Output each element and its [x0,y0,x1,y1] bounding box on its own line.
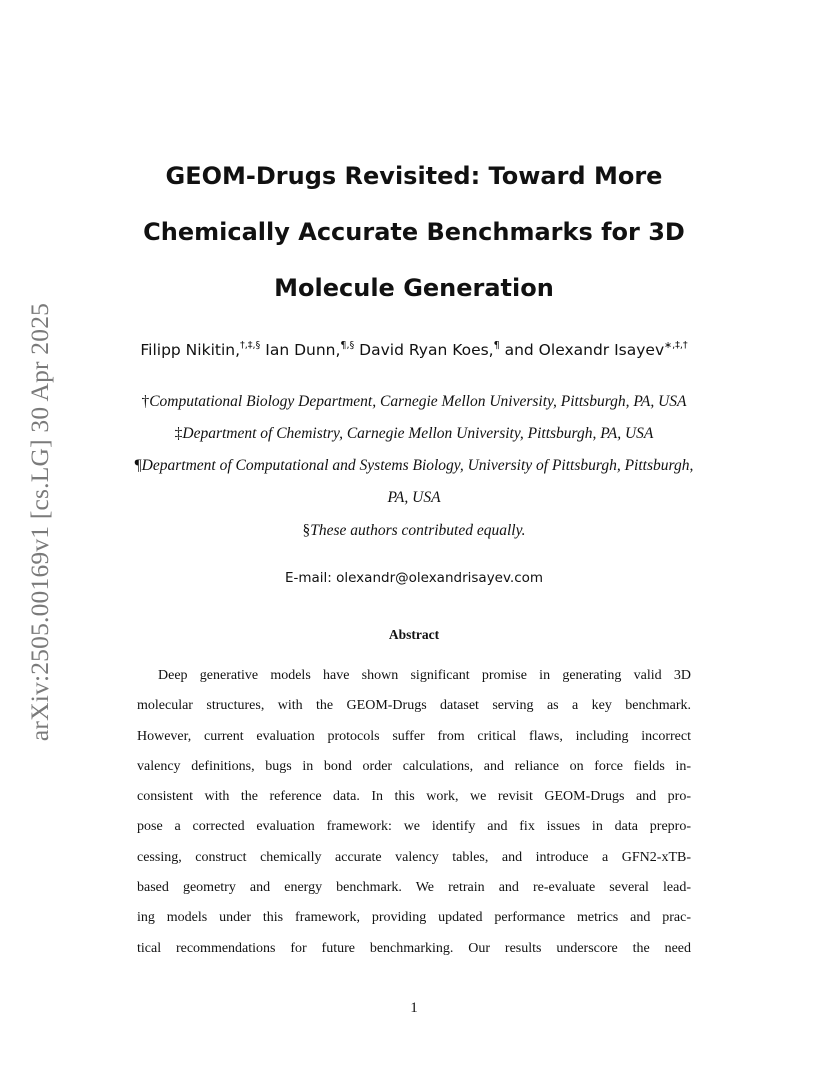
author-list [60,341,768,359]
affiliation-continued [60,489,768,507]
author-name: Filipp Nikitin, [140,341,241,359]
abstract-line: Deep generative models have shown significant promise in generating valid 3D [158,668,691,683]
abstract-line: based geometry and energy benchmark. We retrain and re-evaluate several lead- [137,880,691,896]
affiliation [60,393,768,411]
author-affiliation-marks: ∗,‡,† [664,340,688,351]
abstract-body [137,661,691,964]
affiliation-mark: ¶ [134,457,142,474]
author-affiliation-marks: ¶,§ [340,340,355,351]
abstract-heading: Abstract [388,627,440,642]
equal-contribution-note [60,522,768,540]
abstract-line: molecular structures, with the GEOM-Drugs dataset serving as a key benchmark. [137,698,691,714]
affiliation-text: Department of Computational and Systems Biology, University of Pittsburgh, Pittsburgh, [141,457,694,474]
title-line: GEOM-Drugs Revisited: Toward More [165,162,663,190]
author-affiliation-marks: †,‡,§ [240,340,261,351]
affiliation-mark: † [141,393,150,410]
author-name: Ian Dunn, [265,341,341,359]
abstract-line: However, current evaluation protocols suffer from critical flaws, including incorrect [137,728,691,744]
author-name: David Ryan Koes, [359,341,494,359]
affiliation-text: Department of Chemistry, Carnegie Mellon University, Pittsburgh, PA, USA [182,425,654,442]
title-line: Molecule Generation [274,274,554,302]
title-line: Chemically Accurate Benchmarks for 3D [143,218,685,246]
arxiv-identifier-stamp: arXiv:2505.00169v1 [cs.LG] 30 Apr 2025 [25,302,54,742]
affiliation-mark: ‡ [174,425,183,442]
paper-title [100,148,728,316]
affiliation-text: Computational Biology Department, Carnegie Mellon University, Pittsburgh, PA, USA [149,393,687,410]
abstract-line: ing models under this framework, providing updated performance metrics and prac- [137,910,691,926]
abstract-line: valency definitions, bugs in bond order calculations, and reliance on force fields in- [137,758,691,774]
affiliation-text: These authors contributed equally. [310,522,526,539]
author-name: and Olexandr Isayev [504,341,665,359]
abstract-line: tical recommendations for future benchmarking. Our results underscore the need [137,940,691,956]
affiliation-mark: § [302,522,311,539]
author-affiliation-marks: ¶ [493,340,500,351]
affiliation [60,425,768,443]
abstract-line: cessing, construct chemically accurate valency tables, and introduce a GFN2-xTB- [137,849,691,865]
abstract-line: pose a corrected evaluation framework: we identify and fix issues in data prepro- [137,819,691,835]
page-number: 1 [410,1000,418,1016]
abstract-line: consistent with the reference data. In this work, we revisit GEOM-Drugs and pro- [137,789,691,805]
affiliation [60,457,768,475]
contact-email: E-mail: olexandr@olexandrisayev.com [284,570,544,586]
affiliation-text: PA, USA [387,489,441,506]
